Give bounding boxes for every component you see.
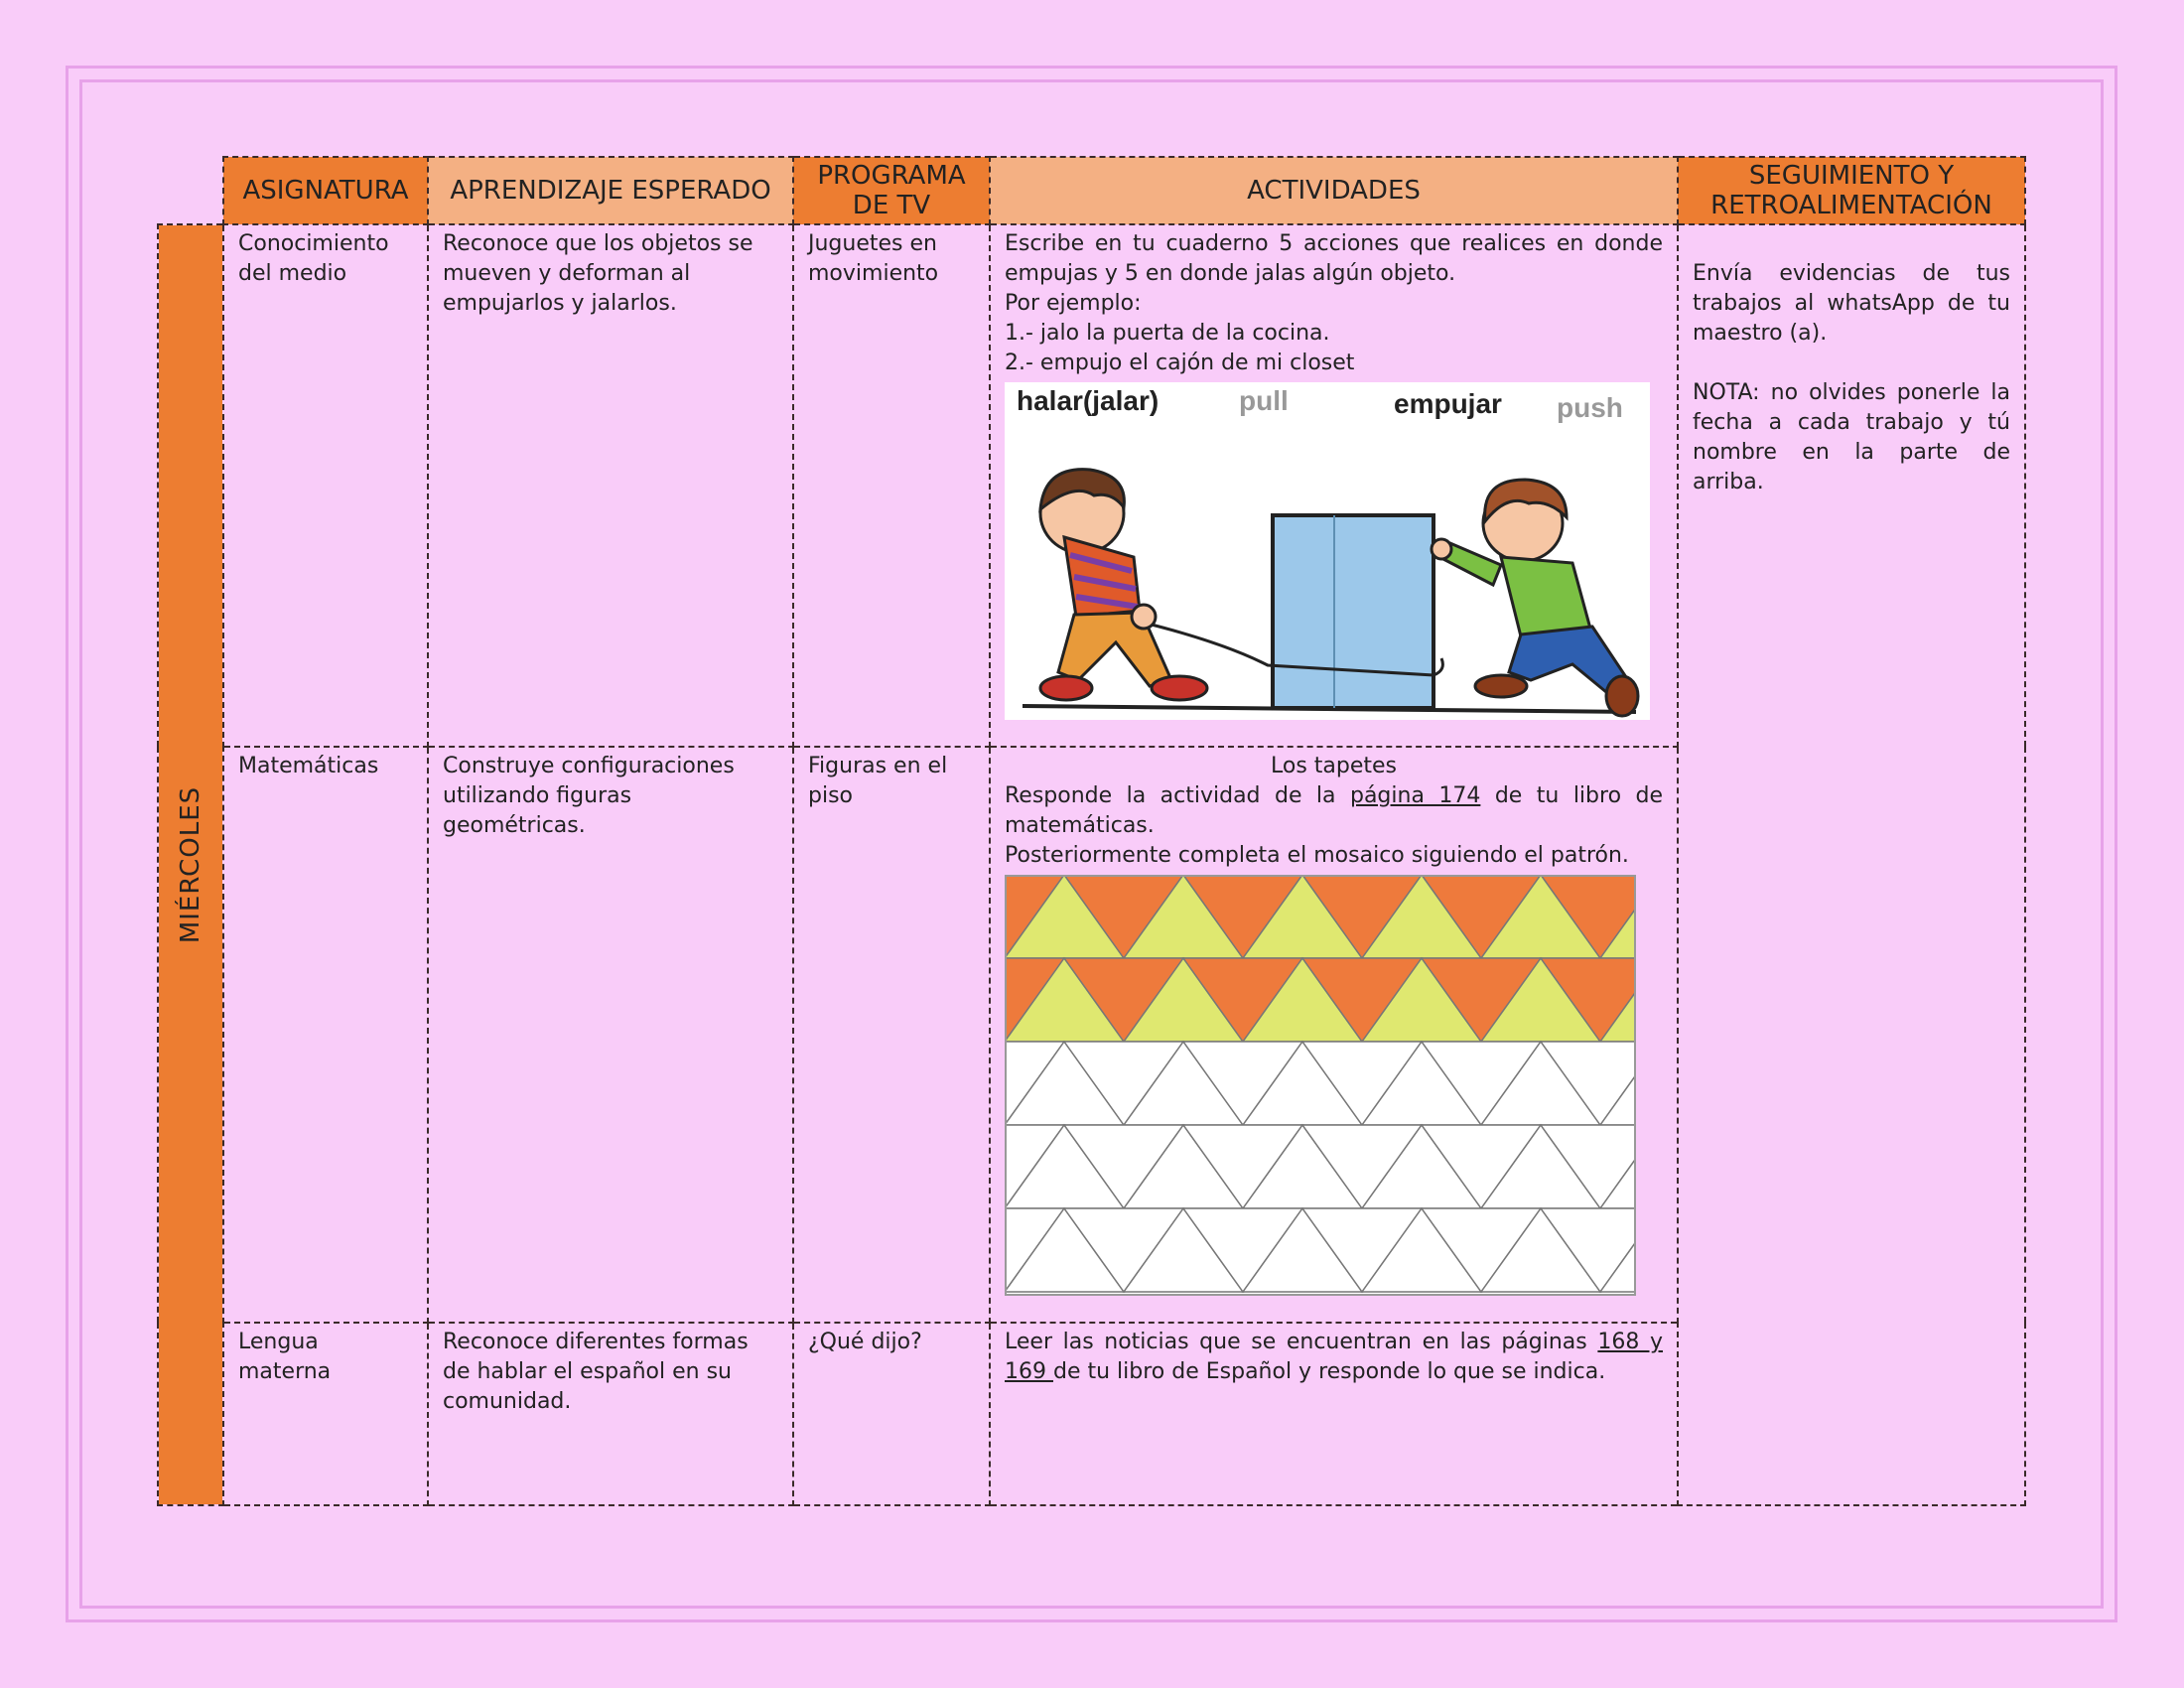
header-aprendizaje: APRENDIZAJE ESPERADO — [428, 157, 793, 224]
activity-text-post: de tu libro de Español y responde lo que se indica. — [1052, 1359, 1606, 1384]
header-row — [158, 157, 2025, 224]
activity-example-label: Por ejemplo: — [1005, 291, 1142, 316]
activity-text-pre: Leer las noticias que se encuentran en las páginas — [1005, 1330, 1598, 1354]
corner-blank — [158, 157, 223, 224]
cell-asignatura: Matemáticas — [223, 747, 428, 1323]
pull-label-en: pull — [1239, 385, 1289, 416]
activity-text-pre: Responde la actividad de la — [1005, 783, 1350, 808]
triangle-mosaic — [1005, 875, 1636, 1296]
page-reference: 168 y 169 — [1005, 1330, 1664, 1384]
cell-actividades — [990, 224, 1678, 747]
cell-asignatura: Conocimiento del medio — [223, 224, 428, 747]
header-programa: PROGRAMA DE TV — [793, 157, 990, 224]
cell-programa: ¿Qué dijo? — [793, 1323, 990, 1505]
cell-asignatura: Lengua materna — [223, 1323, 428, 1505]
header-asignatura: ASIGNATURA — [223, 157, 428, 224]
cell-aprendizaje: Reconoce diferentes formas de hablar el español en su comunidad. — [428, 1323, 793, 1505]
activity-example-2: 2.- empujo el cajón de mi closet — [1005, 351, 1355, 375]
header-seguimiento: SEGUIMIENTO Y RETROALIMENTACIÓN — [1678, 157, 2025, 224]
day-label: MIÉRCOLES — [176, 785, 205, 944]
seguimiento-instructions: Envía evidencias de tus trabajos al whatsApp de tu maestro (a). — [1693, 261, 2010, 346]
box-illustration — [1273, 515, 1433, 708]
activity-example-1: 1.- jalo la puerta de la cocina. — [1005, 321, 1330, 346]
cell-seguimiento — [1678, 224, 2025, 1505]
cell-aprendizaje: Reconoce que los objetos se mueven y deforman al empujarlos y jalarlos. — [428, 224, 793, 747]
table-row — [158, 224, 2025, 747]
pull-label-es: halar(jalar) — [1017, 385, 1160, 416]
activity-title: Los tapetes — [1270, 754, 1397, 778]
day-cell — [158, 224, 223, 1505]
cell-programa: Juguetes en movimiento — [793, 224, 990, 747]
activity-text — [1005, 781, 1663, 841]
push-label-es: empujar — [1394, 388, 1502, 419]
push-pull-illustration — [1005, 382, 1650, 720]
cell-actividades — [990, 747, 1678, 1323]
cell-actividades — [990, 1323, 1678, 1505]
cell-programa: Figuras en el piso — [793, 747, 990, 1323]
activity-instruction: Posteriormente completa el mosaico siguiendo el patrón. — [1005, 843, 1629, 868]
page-reference: página 174 — [1349, 783, 1481, 808]
push-label-en: push — [1557, 392, 1623, 423]
header-actividades: ACTIVIDADES — [990, 157, 1678, 224]
cell-aprendizaje: Construye configuraciones utilizando figuras geométricas. — [428, 747, 793, 1323]
seguimiento-note: NOTA: no olvides ponerle la fecha a cada trabajo y tú nombre en la parte de arriba. — [1693, 380, 2010, 494]
lesson-plan-table — [157, 156, 2026, 1506]
activity-text: Escribe en tu cuaderno 5 acciones que realices en donde empujas y 5 en donde jalas algún objeto. — [1005, 231, 1663, 286]
activity-text-post: de tu libro de matemáticas. — [1005, 783, 1663, 838]
